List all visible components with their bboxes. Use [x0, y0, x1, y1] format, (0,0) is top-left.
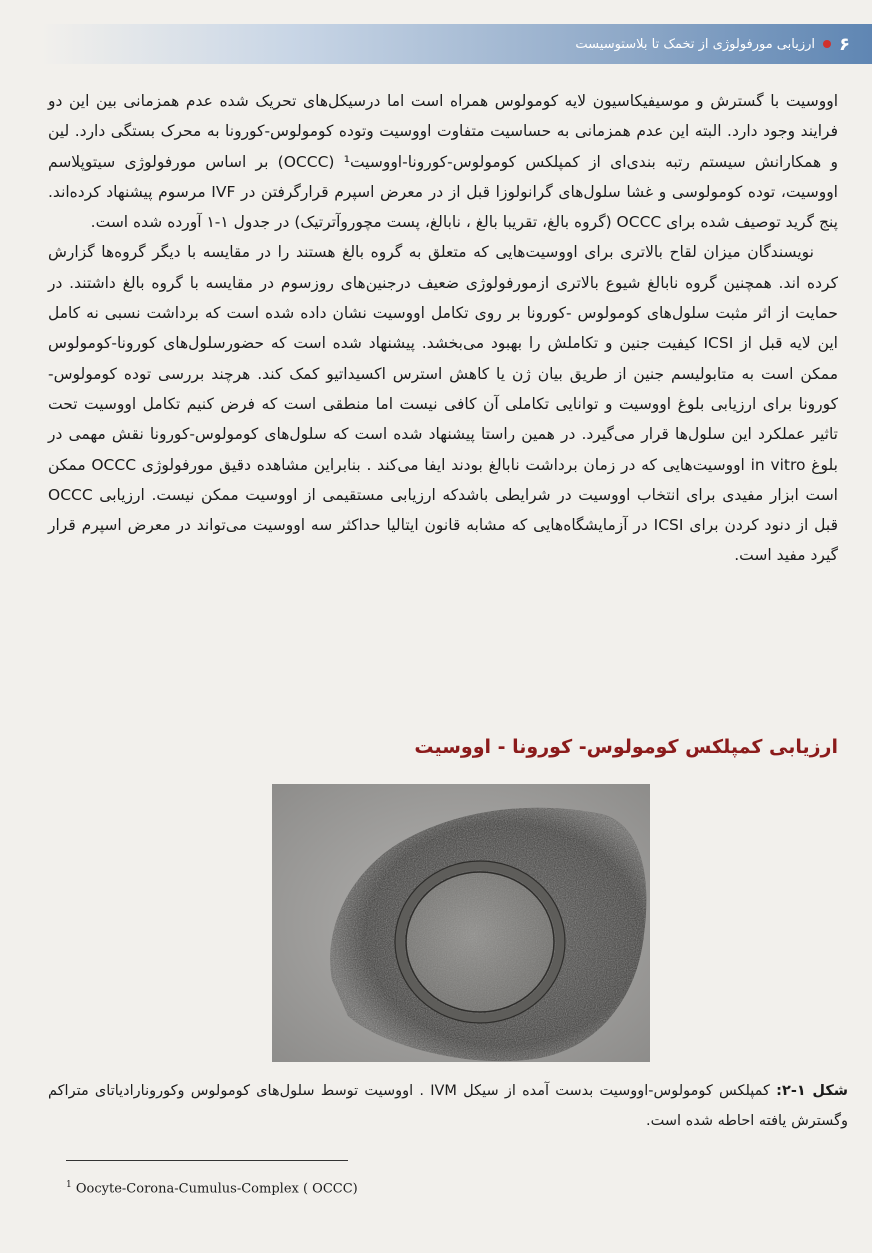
paragraph-2: نویسندگان میزان لقاح بالاتری برای اووسیت‌هایی که متعلق به گروه بالغ هستند را در مقایسه با دیگر گروه‌ها گزارش کرده اند. همچنین گروه نابالغ شیوع بالاتری ازمورفولوژی ضعیف درجنین‌های روزسوم در مقایسه با گروه بالغ داشتند. در حمایت از اثر مثبت سلول‌های کومولوس -کورونا بر روی تکامل اووسیت نشان داده شده است که برداشت نسبی نه کامل این لایه قبل از ICSI کیفیت جنین و تکاملش را بهبود می‌بخشد. پیشنهاد شده است که حضورسلول‌های کورونا-کومولوس ممکن است به متابولیسم جنین از طریق بیان ژن یا کاهش استرس اکسیداتیو کمک کند. هرچند بررسی توده کومولوس-کورونا برای ارزیابی بلوغ اووسیت و توانایی تکاملی آن کافی نیست اما منطقی است که فرض کنیم تکامل اووسیت تحت تاثیر عملکرد این سلول‌ها قرار می‌گیرد. در همین راستا پیشنهاد شده است که سلول‌های کومولوس-کورونا نقش مهمی در بلوغ in vitro اووسیت‌هایی که در زمان برداشت نابالغ بودند ایفا می‌کند . بنابراین مشاهده دقیق مورفولوژی OCCC ممکن است ابزار مفیدی برای انتخاب اووسیت در شرایطی باشدکه ارزیابی مستقیمی از اووسیت ممکن نیست. ارزیابی OCCC قبل از دنود کردن برای ICSI در آزمایشگاه‌هایی که مشابه قانون ایتالیا حداکثر سه اووسیت می‌تواند در معرض اسپرم قرار گیرد مفید است.: [48, 243, 838, 565]
figure-caption-text: کمپلکس کومولوس-اووسیت بدست آمده از سیکل IVM . اووسیت توسط سلول‌های کومولوس وکورونارادیاتای متراکم وگسترش یافته احاطه شده است.: [48, 1083, 848, 1129]
figure-caption: [48, 1076, 848, 1136]
footnote-marker: 1: [66, 1180, 72, 1190]
oocyte-micrograph: [272, 784, 650, 1062]
page-number: ۶: [839, 33, 850, 55]
running-title: ارزیابی مورفولوژی از تخمک تا بلاستوسیست: [575, 36, 815, 52]
running-header: [40, 24, 872, 64]
micrograph-image: [272, 784, 650, 1062]
bullet-dot-icon: [823, 40, 831, 48]
footnote-divider: [66, 1160, 348, 1161]
body-text: [48, 86, 838, 571]
figure-caption-label: شکل ۱-۲:: [776, 1083, 849, 1099]
paragraph-1: اووسیت با گسترش و موسیفیکاسیون لایه کومولوس همراه است اما درسیکل‌های تحریک شده عدم همزمانی بین این دو فرایند وجود دارد. البته این عدم همزمانی به حساسیت متفاوت اووسیت وتوده کومولوس-کورونا به محرک بستگی دارد. لین و همکارانش سیستم رتبه بندی‌ای از کمپلکس کومولوس-کورونا-اووسیت¹ (OCCC) بر اساس مورفولوژی سیتوپلاسم اووسیت، توده کومولوسی و غشا سلول‌های گرانولوزا قبل از در معرض اسپرم قرارگرفتن در IVF مرسوم پیشنهاد کرده‌اند. پنج گرید توصیف شده برای OCCC (گروه بالغ، تقریبا بالغ ، نابالغ، پست مچوروآترتیک) در جدول ۱-۱ آورده شده است.: [48, 92, 838, 232]
footnote: [66, 1180, 566, 1196]
section-heading: ارزیابی کمپلکس کومولوس- کورونا - اووسیت: [414, 736, 838, 758]
footnote-text: Oocyte-Corona-Cumulus-Complex ( OCCC): [75, 1181, 358, 1197]
